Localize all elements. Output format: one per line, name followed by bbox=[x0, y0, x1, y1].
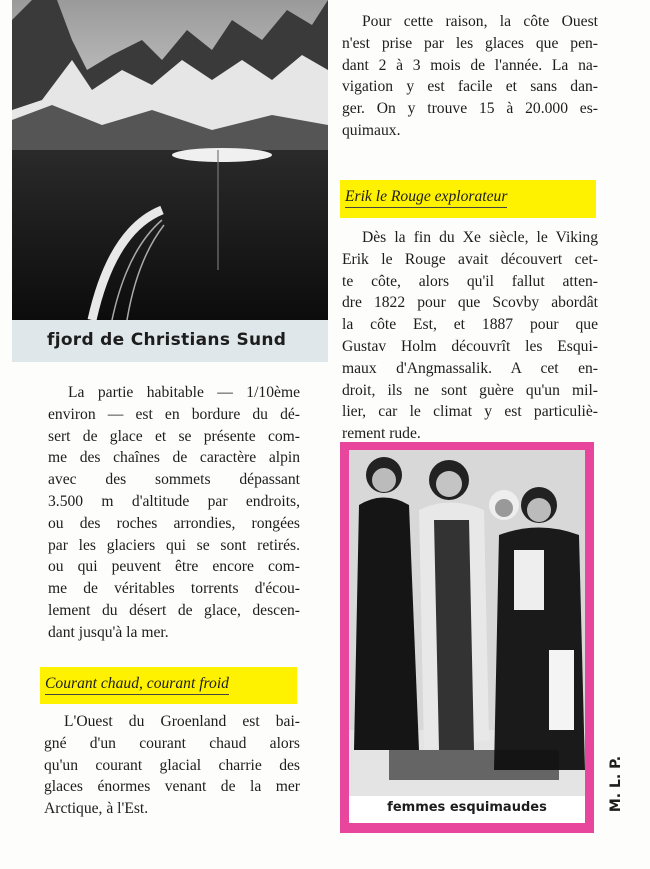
text-line: par les glaciers qui se sont retirés. bbox=[48, 536, 300, 554]
text-line: ou des roches arrondies, rongées bbox=[48, 514, 300, 532]
heading-courant-box bbox=[40, 667, 297, 704]
text-line: lier, car le climat y est particuliè- bbox=[342, 403, 598, 421]
signature: M. L. P. bbox=[608, 755, 624, 813]
text-line: 3.500 m d'altitude par endroits, bbox=[48, 492, 300, 510]
text-line: L'Ouest du Groenland est bai- bbox=[64, 713, 300, 730]
text-line: Pour cette raison, la côte Ouest bbox=[362, 13, 598, 30]
fjord-caption: fjord de Christians Sund bbox=[47, 330, 287, 350]
text-line: ger. On y trouve 15 à 20.000 es- bbox=[342, 100, 598, 118]
text-line: qu'un courant glacial charrie des bbox=[44, 756, 300, 774]
women-caption: femmes esquimaudes bbox=[387, 800, 547, 815]
text-line: maux d'Angmassalik. A cet en- bbox=[342, 359, 598, 377]
text-line: droit, ils ne sont guère qu'un mil- bbox=[342, 381, 598, 399]
fjord-photo bbox=[12, 0, 328, 320]
text-line: gné d'un courant chaud alors bbox=[44, 734, 300, 752]
women-photo-frame bbox=[340, 442, 594, 833]
heading-erik: Erik le Rouge explorateur bbox=[345, 188, 507, 208]
text-line: me de véritables torrents d'écou- bbox=[48, 580, 300, 598]
text-line: dre 1822 pour que Scovby abordât bbox=[342, 294, 598, 312]
text-line: lement du désert de glace, descen- bbox=[48, 601, 300, 619]
text-line: vigation y est facile et sans dan- bbox=[342, 78, 598, 96]
left-paragraph bbox=[48, 382, 300, 644]
text-line: quimaux. bbox=[342, 121, 401, 139]
text-line: sert de glace et se présente com- bbox=[48, 427, 300, 445]
heading-courant: Courant chaud, courant froid bbox=[45, 675, 229, 695]
text-line: dant 2 à 3 mois de l'année. La na- bbox=[342, 56, 598, 74]
text-line: me des chaînes de caractère alpin bbox=[48, 449, 300, 467]
heading-erik-box bbox=[340, 180, 596, 218]
text-line: Gustav Holm découvrît les Esqui- bbox=[342, 337, 598, 355]
text-line: glaces énormes venant de la mer bbox=[44, 778, 300, 796]
text-line: Dès la fin du Xe siècle, le Viking bbox=[362, 229, 598, 246]
text-line: te côte, alors qu'il fallut atten- bbox=[342, 272, 598, 290]
erik-paragraph bbox=[342, 227, 598, 445]
women-photo bbox=[349, 450, 585, 796]
courant-paragraph bbox=[44, 711, 300, 820]
text-line: la côte Est, et 1887 pour que bbox=[342, 316, 598, 334]
text-line: avec des sommets dépassant bbox=[48, 471, 300, 489]
text-line: environ — est en bordure du dé- bbox=[48, 405, 300, 423]
text-line: n'est prise par les glaces que pen- bbox=[342, 34, 598, 52]
women-photo-image bbox=[349, 450, 585, 796]
text-line: La partie habitable — 1/10ème bbox=[68, 384, 300, 401]
text-line: Erik le Rouge avait découvert cet- bbox=[342, 250, 598, 268]
right-paragraph bbox=[342, 11, 598, 142]
text-line: dant jusqu'à la mer. bbox=[48, 623, 169, 641]
text-line: Arctique, à l'Est. bbox=[44, 800, 149, 818]
text-line: rement rude. bbox=[342, 425, 421, 443]
fjord-photo-image bbox=[12, 0, 328, 320]
text-line: ou qui peuvent être encore com- bbox=[48, 558, 300, 576]
